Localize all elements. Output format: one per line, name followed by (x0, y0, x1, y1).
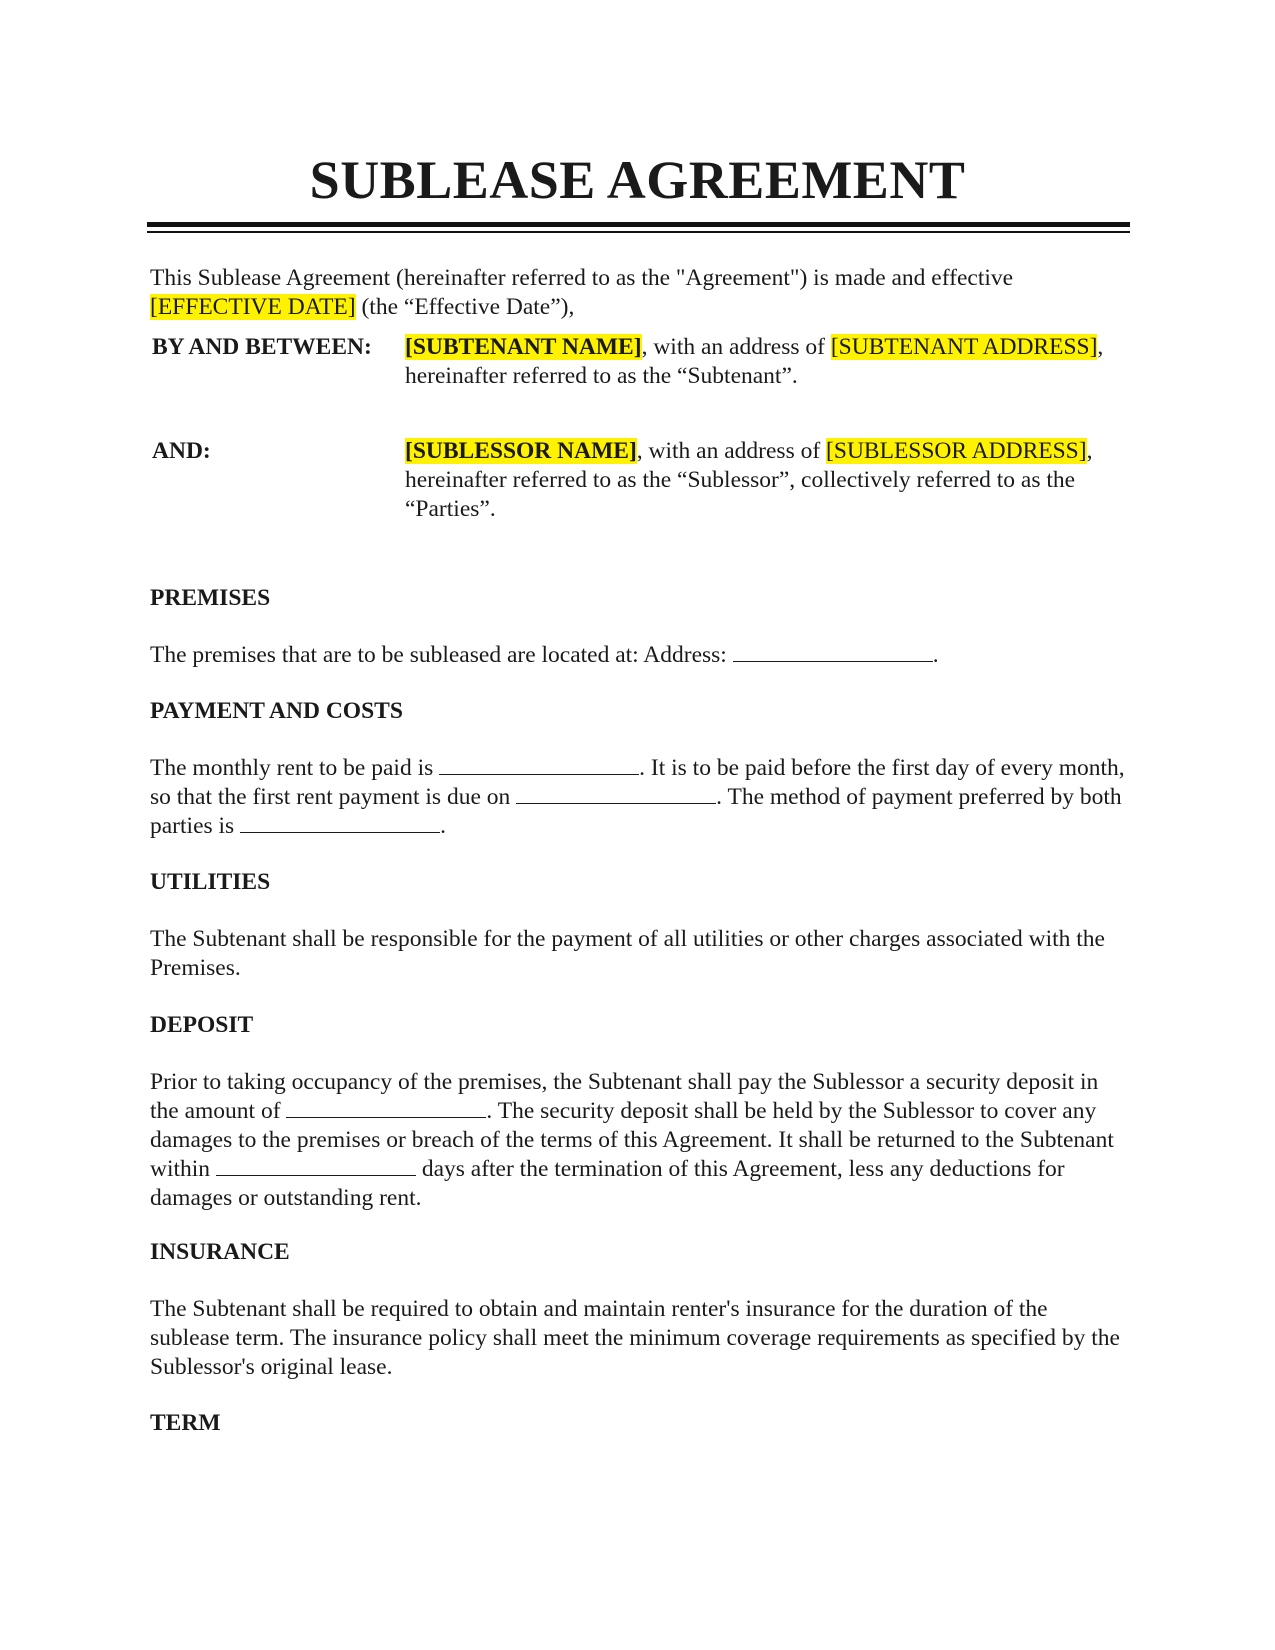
intro-paragraph (150, 264, 1110, 322)
premises-paragraph (150, 641, 1125, 670)
deposit-heading: DEPOSIT (150, 1012, 254, 1038)
insurance-paragraph: The Subtenant shall be required to obtain and maintain renter's insurance for the duration of the sublease term. The insurance policy shall meet the minimum coverage requirements as specified by the Sublessor's original lease. (150, 1296, 1120, 1380)
effective-date-placeholder: [EFFECTIVE DATE] (150, 294, 356, 320)
premises-address-blank (733, 641, 933, 662)
deposit-amount-blank (286, 1097, 486, 1118)
payment-heading: PAYMENT AND COSTS (150, 698, 403, 724)
monthly-rent-blank (439, 754, 639, 775)
payment-text-1: The monthly rent to be paid is (150, 755, 440, 781)
subtenant-text-mid: , with an address of (641, 334, 831, 360)
title-rule-thin (147, 231, 1130, 233)
intro-text-before: This Sublease Agreement (hereinafter referred to as the "Agreement") is made and effective (150, 265, 1014, 291)
sublessor-text-after: , hereinafter referred to as the “Sublessor”, collectively referred to as the “Parties”. (405, 438, 1093, 522)
deposit-paragraph (150, 1068, 1125, 1213)
first-payment-date-blank (516, 783, 716, 804)
document-title: SUBLEASE AGREEMENT (309, 150, 966, 210)
subtenant-address-placeholder: [SUBTENANT ADDRESS] (830, 334, 1098, 360)
title-rule-thick (147, 222, 1130, 227)
utilities-heading: UTILITIES (150, 869, 271, 895)
subtenant-name-placeholder: [SUBTENANT NAME] (405, 334, 642, 360)
payment-text-3: . The method of payment preferred by both parties is (150, 784, 1122, 839)
deposit-text-3: days after the termination of this Agreement, less any deductions for damages or outstanding rent. (150, 1156, 1065, 1211)
sublessor-name-placeholder: [SUBLESSOR NAME] (405, 438, 637, 464)
payment-method-blank (240, 812, 440, 833)
payment-text-4: . (440, 813, 446, 839)
term-heading: TERM (150, 1410, 221, 1436)
payment-text-2: . It is to be paid before the first day of every month, so that the first rent payment is due on (150, 755, 1125, 810)
sublessor-party-details (405, 437, 1105, 524)
subtenant-party-details (405, 333, 1105, 391)
subtenant-text-after: , hereinafter referred to as the “Subtenant”. (405, 334, 1104, 389)
deposit-text-1: Prior to taking occupancy of the premises, the Subtenant shall pay the Sublessor a security deposit in the amount of (150, 1069, 1099, 1124)
deposit-text-2: . The security deposit shall be held by the Sublessor to cover any damages to the premises or breach of the terms of this Agreement. It shall be returned to the Subtenant within (150, 1098, 1114, 1182)
subtenant-party-label: BY AND BETWEEN: (152, 334, 372, 360)
sublessor-address-placeholder: [SUBLESSOR ADDRESS] (826, 438, 1087, 464)
premises-text-1: The premises that are to be subleased are located at: Address: (150, 642, 733, 668)
insurance-heading: INSURANCE (150, 1239, 290, 1265)
intro-text-after: (the “Effective Date”), (355, 294, 575, 320)
deposit-return-days-blank (216, 1155, 416, 1176)
payment-paragraph (150, 754, 1125, 841)
sublessor-text-mid: , with an address of (636, 438, 827, 464)
premises-heading: PREMISES (150, 585, 271, 611)
sublessor-party-label: AND: (152, 438, 211, 464)
utilities-paragraph: The Subtenant shall be responsible for the payment of all utilities or other charges associated with the Premises. (150, 926, 1105, 981)
premises-text-2: . (932, 642, 939, 668)
